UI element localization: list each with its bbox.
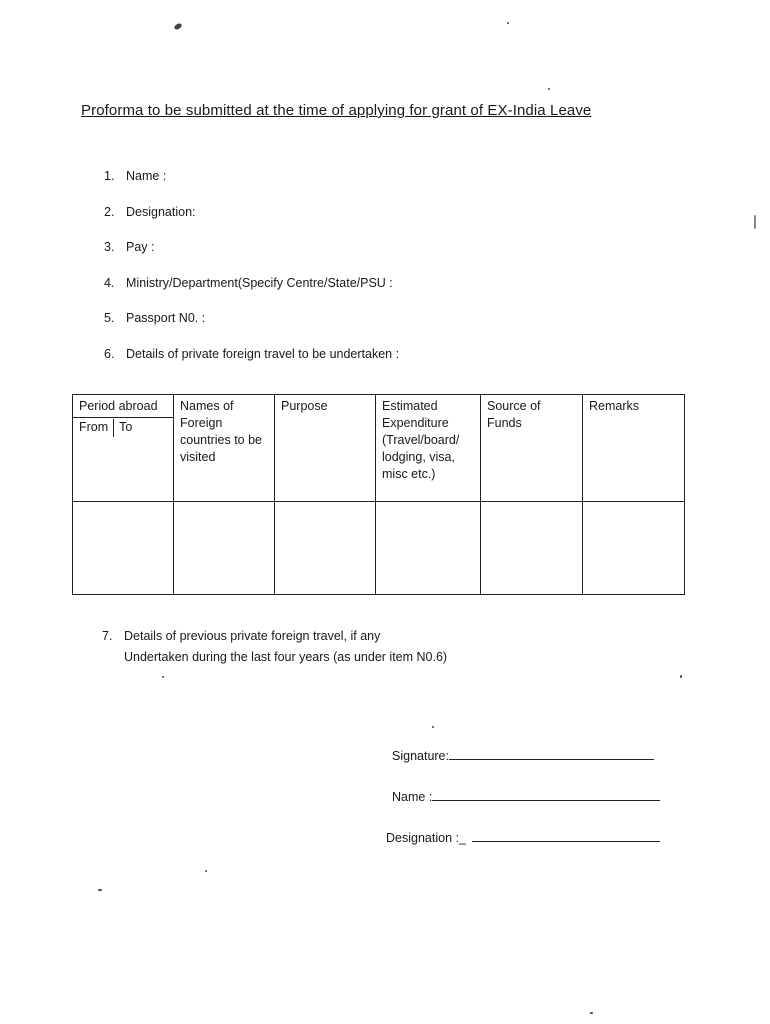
table-row bbox=[73, 502, 685, 595]
period-abroad-label: Period abroad bbox=[79, 399, 158, 413]
page-title: Proforma to be submitted at the time of applying for grant of EX-India Leave bbox=[81, 102, 592, 119]
item-label: Passport N0. : bbox=[126, 311, 206, 325]
previous-travel-item bbox=[102, 626, 447, 668]
designation-label: Designation :_ bbox=[386, 831, 466, 845]
scan-speck bbox=[680, 675, 682, 678]
name-row bbox=[392, 788, 660, 804]
list-item bbox=[104, 240, 399, 276]
item-number: 7. bbox=[102, 629, 113, 643]
list-item bbox=[104, 347, 399, 383]
list-item bbox=[104, 205, 399, 241]
foreign-travel-table bbox=[72, 394, 685, 595]
header-countries: Names of Foreign countries to be visited bbox=[174, 395, 275, 502]
item-label: Details of private foreign travel to be undertaken : bbox=[126, 346, 400, 361]
header-purpose: Purpose bbox=[275, 395, 376, 502]
table-cell[interactable] bbox=[481, 502, 583, 595]
table-cell[interactable] bbox=[583, 502, 685, 595]
table-cell[interactable] bbox=[275, 502, 376, 595]
item-number: 2. bbox=[104, 204, 115, 219]
item-label: Pay : bbox=[126, 240, 155, 254]
scan-mark bbox=[173, 22, 182, 30]
designation-field[interactable] bbox=[472, 829, 660, 842]
list-item bbox=[104, 276, 399, 312]
form-items bbox=[104, 169, 399, 382]
item-number: 6. bbox=[104, 346, 115, 361]
signature-row bbox=[392, 747, 654, 763]
to-label: To bbox=[119, 420, 133, 434]
scan-speck bbox=[754, 215, 756, 229]
designation-row bbox=[386, 829, 660, 845]
scan-speck bbox=[432, 726, 434, 728]
name-field[interactable] bbox=[432, 788, 660, 801]
scan-speck bbox=[507, 22, 509, 24]
header-expenditure: Estimated Expenditure (Travel/board/ lodging, visa, misc etc.) bbox=[376, 395, 481, 502]
item-number: 5. bbox=[104, 311, 115, 325]
period-subheader bbox=[73, 417, 173, 437]
name-label: Name : bbox=[392, 790, 433, 804]
scan-speck bbox=[98, 889, 102, 891]
item-number: 3. bbox=[104, 240, 115, 254]
from-label: From bbox=[79, 420, 109, 434]
item-number: 1. bbox=[104, 169, 115, 183]
table-cell[interactable] bbox=[73, 502, 174, 595]
signature-field[interactable] bbox=[449, 747, 654, 760]
item-label: Details of previous private foreign travel, if any bbox=[124, 629, 381, 643]
divider bbox=[113, 419, 114, 437]
list-item bbox=[104, 311, 399, 347]
header-remarks: Remarks bbox=[583, 395, 685, 502]
item-label: Designation: bbox=[126, 204, 196, 219]
scan-speck bbox=[205, 870, 207, 872]
item-number: 4. bbox=[104, 275, 115, 290]
scan-speck bbox=[590, 1012, 593, 1014]
table-cell[interactable] bbox=[376, 502, 481, 595]
table-header-row bbox=[73, 395, 685, 502]
scan-speck bbox=[162, 676, 164, 678]
scan-speck bbox=[548, 88, 550, 90]
signature-label: Signature: bbox=[392, 749, 449, 763]
header-source-of-funds: Source of Funds bbox=[481, 395, 583, 502]
item-label: Ministry/Department(Specify Centre/State/PSU : bbox=[126, 275, 393, 290]
item-label: Name : bbox=[126, 169, 167, 183]
header-period-abroad bbox=[73, 395, 174, 502]
item-label-continued: Undertaken during the last four years (as under item N0.6) bbox=[124, 650, 448, 664]
list-item bbox=[104, 169, 399, 205]
table-cell[interactable] bbox=[174, 502, 275, 595]
